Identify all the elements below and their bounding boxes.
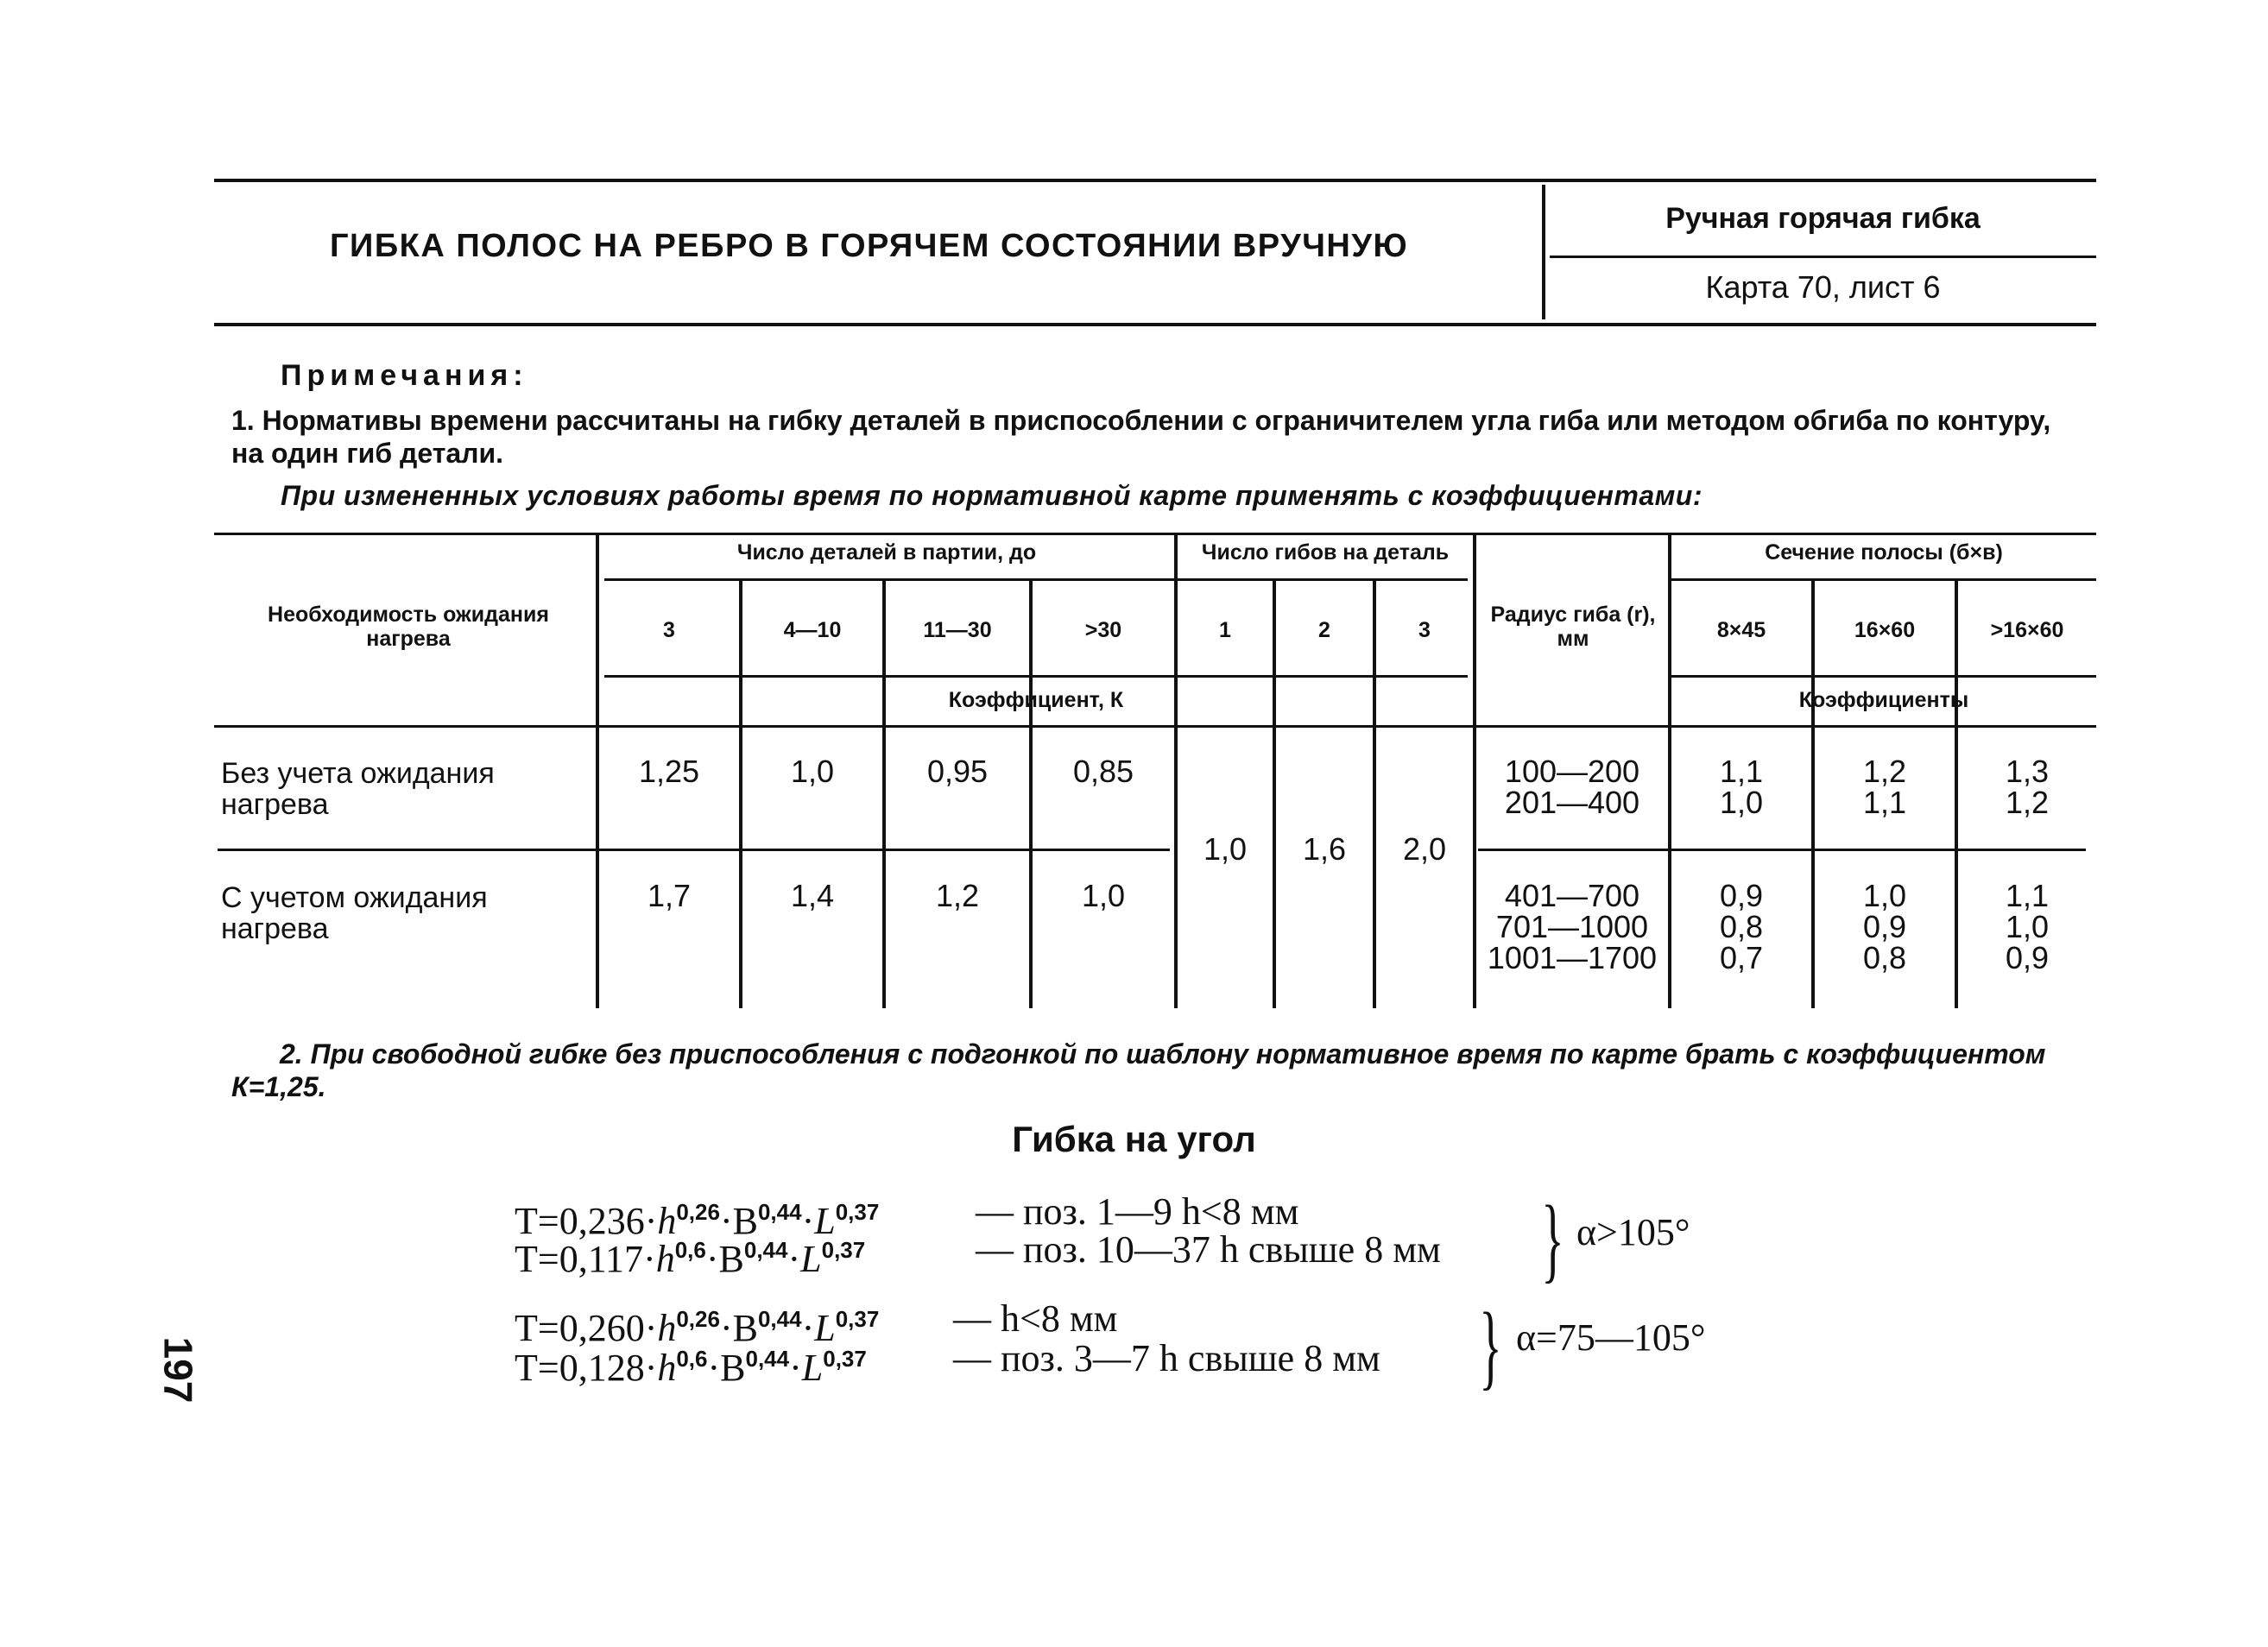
exp-l: 0,37 [835, 1306, 880, 1332]
formula-2-desc: — поз. 10—37 h свыше 8 мм [976, 1228, 1441, 1271]
page-title: ГИБКА ПОЛОС НА РЕБРО В ГОРЯЧЕМ СОСТОЯНИИ ВРУЧНУЮ [330, 228, 1409, 264]
col-rule-bends [1174, 535, 1178, 1008]
exp-b: 0,44 [757, 1199, 802, 1225]
notes-heading: Примечания: [281, 359, 528, 392]
exp-l: 0,37 [823, 1346, 867, 1372]
exp-h: 0,26 [676, 1199, 720, 1225]
parts-value: 1,25 [638, 754, 700, 789]
coef-k-rule [604, 675, 1468, 678]
condition-2: α=75—105° [1516, 1316, 1706, 1359]
formula-2: $Т=0,117\cdot h^{0,6}\cdot B^{0,44}\cdot L^{0,37}$ [515, 1237, 866, 1280]
exp-b: 0,44 [757, 1306, 802, 1332]
exp-b: 0,44 [745, 1346, 790, 1372]
section-col-header: >16×60 [1990, 618, 2064, 642]
coef-k-label: Коэффициент, К [948, 688, 1124, 712]
formula-coef: Т=0,260· [515, 1307, 658, 1349]
radius-values: 100—200 201—400 [1504, 754, 1640, 820]
col-rule-parts-2 [882, 581, 886, 1008]
parts-value: 1,2 [935, 878, 980, 913]
col-rule-parts-3 [1029, 581, 1033, 1008]
section-values: 0,9 0,8 0,7 [1719, 878, 1764, 975]
radius-values: 401—700 701—1000 1001—1700 [1487, 878, 1658, 975]
group-section: Сечение полосы (б×в) [1765, 540, 2003, 565]
group-parts: Число деталей в партии, до [736, 540, 1037, 565]
formula-1-desc: — поз. 1—9 h<8 мм [976, 1190, 1299, 1233]
row-label: С учетом ожидания нагрева [221, 881, 488, 945]
parts-value: 0,95 [926, 754, 989, 789]
note-2: 2. При свободной гибке без приспособления с подгонкой по шаблону нормативное время по карте брать с коэффициентом К=1,25. [231, 1038, 2046, 1102]
parts-col-header: 4—10 [783, 618, 842, 642]
section-values: 1,3 1,2 [2005, 754, 2050, 820]
bends-col-header: 1 [1219, 618, 1231, 642]
parts-col-header: 11—30 [923, 618, 992, 642]
exp-l: 0,37 [835, 1199, 880, 1225]
row-separator-right [1478, 849, 2086, 851]
condition-1: α>105° [1576, 1211, 1690, 1253]
row-separator-left [218, 849, 1170, 851]
header-top-rule [214, 179, 2096, 182]
exp-b: 0,44 [743, 1237, 788, 1263]
formula-1: $Т=0,236\cdot h^{0,26}\cdot B^{0,44}\cdot L^{0,37}$ [515, 1199, 880, 1242]
col-rule-bends-1 [1273, 581, 1276, 1008]
col-rule-parts-1 [739, 581, 742, 1008]
bends-col-header: 2 [1318, 618, 1330, 642]
card-label: Карта 70, лист 6 [1705, 269, 1941, 305]
header-divider [1542, 185, 1545, 319]
section-values: 1,1 1,0 [1719, 754, 1764, 820]
parts-col-header: 3 [663, 618, 675, 642]
bends-value: 1,6 [1302, 831, 1347, 867]
section-title: Гибка на угол [1012, 1119, 1256, 1159]
formula-3-desc: — h<8 мм [953, 1297, 1118, 1340]
brace: } [1541, 1186, 1564, 1291]
header-bottom-rule [214, 323, 2096, 326]
parts-value: 0,85 [1072, 754, 1134, 789]
row-label: Без учета ожидания нагрева [221, 757, 495, 821]
parts-value: 1,7 [647, 878, 692, 913]
parts-group-rule [604, 578, 1468, 581]
exp-l: 0,37 [821, 1237, 866, 1263]
section-values: 1,2 1,1 [1862, 754, 1907, 820]
formula-coef: Т=0,128· [515, 1347, 658, 1389]
brace: } [1479, 1293, 1502, 1398]
coefs-rule [1671, 675, 2096, 678]
section-col-header: 16×60 [1854, 618, 1916, 642]
formula-coef: Т=0,236· [515, 1200, 658, 1242]
row-header: Необходимость ожидания нагрева [268, 603, 549, 651]
formula-3: $Т=0,260\cdot h^{0,26}\cdot B^{0,44}\cdot L^{0,37}$ [515, 1306, 880, 1349]
parts-col-header: >30 [1084, 618, 1122, 642]
parts-value: 1,0 [790, 754, 835, 789]
bends-col-header: 3 [1418, 618, 1431, 642]
formula-4: $Т=0,128\cdot h^{0,6}\cdot B^{0,44}\cdot L^{0,37}$ [515, 1346, 867, 1389]
col-rule-bends-2 [1373, 581, 1376, 1008]
page-number: 197 [155, 1336, 201, 1404]
formula-coef: Т=0,117· [515, 1238, 656, 1280]
group-bends: Число гибов на деталь [1201, 540, 1450, 565]
table-intro: При измененных условиях работы время по нормативной карте применять с коэффициентами: [281, 480, 1703, 511]
radius-header: Радиус гиба (r), мм [1490, 603, 1656, 651]
note-1: 1. Нормативы времени рассчитаны на гибку деталей в приспособлении с ограничителем угла гиба или методом обгиба по контуру, на один гиб детали. [231, 405, 2051, 469]
table-top-rule [214, 533, 2096, 535]
exp-h: 0,6 [674, 1237, 706, 1263]
bends-value: 1,0 [1203, 831, 1248, 867]
header-right-rule [1550, 256, 2096, 258]
parts-value: 1,0 [1081, 878, 1126, 913]
bends-value: 2,0 [1402, 831, 1447, 867]
coefs-label: Коэффициенты [1798, 688, 1969, 712]
section-values: 1,1 1,0 0,9 [2005, 878, 2050, 975]
parts-value: 1,4 [790, 878, 835, 913]
formula-4-desc: — поз. 3—7 h свыше 8 мм [953, 1337, 1380, 1379]
section-group-rule [1671, 578, 2096, 581]
category-label: Ручная горячая гибка [1665, 202, 1981, 235]
exp-h: 0,6 [676, 1346, 708, 1372]
section-col-header: 8×45 [1716, 618, 1766, 642]
section-values: 1,0 0,9 0,8 [1862, 878, 1907, 975]
exp-h: 0,26 [676, 1306, 720, 1332]
